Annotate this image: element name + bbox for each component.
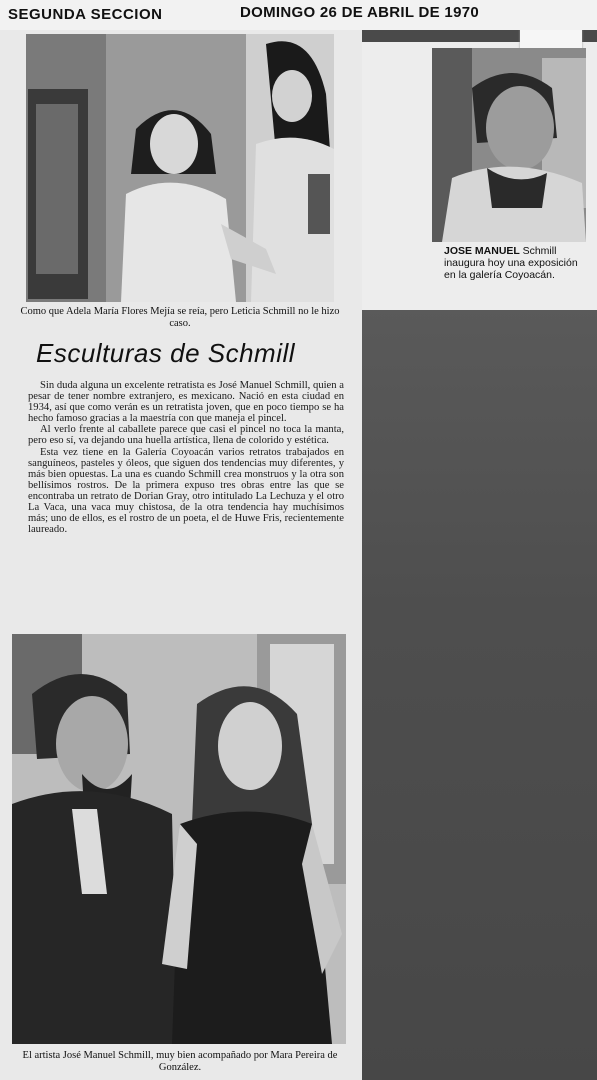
article-body [28,380,344,535]
top-photo [26,34,334,302]
article-paragraph: Esta vez tiene en la Galería Coyoacán varios retratos trabajados en sanguíneos, pasteles y óleos, que siguen dos tendencias muy diferentes, y más bien opuestas. La una es cuando Schmill crea monstruos y la otra son bellísimos rostros. De la primera expuso tres obras entre las que se encontraba un retrato de Dorian Gray, otro intitulado La Lechuza y el otro La Vaca, una vaca muy chistosa, de la otra tendencia hay muchísimos más; uno de ellos, es el rostro de un poeta, el de Huwe Fris, recientemente laureado. [28,446,344,536]
side-caption-name: JOSE MANUEL [444,245,520,257]
side-photo [432,48,586,242]
bottom-photo-caption: El artista José Manuel Schmill, muy bien acompañado por Mara Pereira de González. [22,1050,338,1073]
article-paragraph: Sin duda alguna un excelente retratista es José Manuel Schmill, quien a pesar de tener nombre extranjero, es mexicano. Nació en esta ciudad en 1934, así que como verán es un retratista joven, que en poco tiempo se ha hecho famoso gracias a la maestría con que maneja el pincel. [28,380,344,425]
article-paragraph: Al verlo frente al caballete parece que casi el pincel no toca la manta, pero eso sí, va dejando una huella artística, llena de colorido y estética. [28,424,344,447]
article-title: Esculturas de Schmill [36,338,296,368]
side-photo-caption [444,245,582,281]
page-header [0,0,597,30]
bottom-photo [12,634,346,1044]
section-label: SEGUNDA SECCION [8,6,163,23]
date-label: DOMINGO 26 DE ABRIL DE 1970 [240,4,479,21]
side-caption-rest: Schmill inaugura hoy una exposición en la galería Coyoacán. [444,245,578,281]
background-surface [355,300,597,1080]
top-photo-caption: Como que Adela María Flores Mejía se reía, pero Leticia Schmill no le hizo caso. [20,306,340,329]
